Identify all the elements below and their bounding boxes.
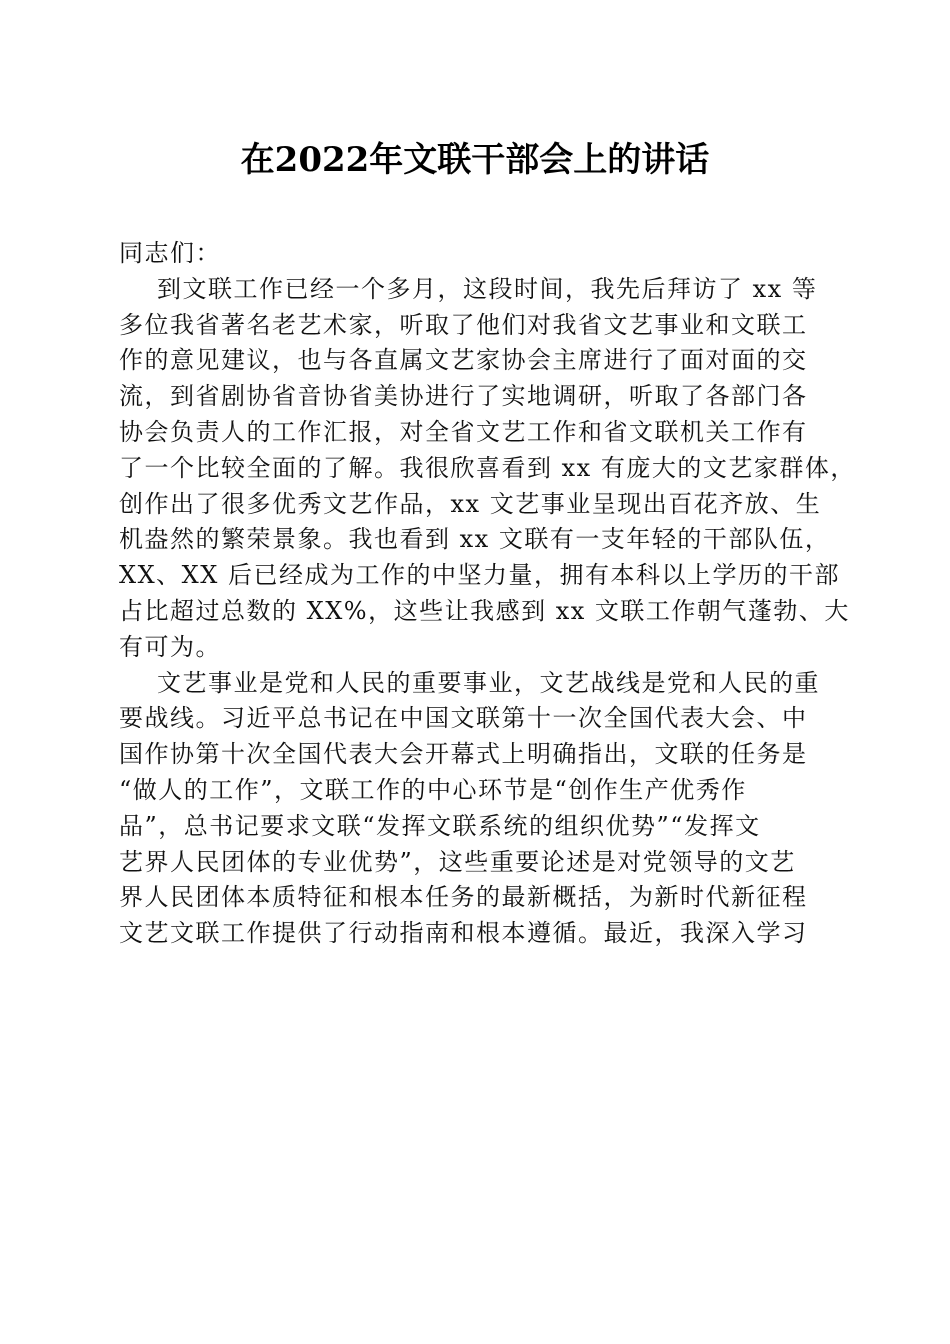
paragraph-line: 文艺文联工作提供了行动指南和根本遵循。最近，我深入学习 bbox=[119, 919, 808, 948]
paragraph-line: 艺界人民团体的专业优势”，这些重要论述是对党领导的文艺 bbox=[119, 847, 796, 876]
paragraph-line: 国作协第十次全国代表大会开幕式上明确指出，文联的任务是 bbox=[119, 740, 808, 769]
paragraph-line: 机盎然的繁荣景象。我也看到 xx 文联有一支年轻的干部队伍， bbox=[119, 525, 831, 554]
paragraph-line: “做人的工作”，文联工作的中心环节是“创作生产优秀作 bbox=[119, 775, 747, 804]
paragraph-line: 到文联工作已经一个多月，这段时间，我先后拜访了 xx 等 bbox=[157, 274, 818, 303]
paragraph-line: 协会负责人的工作汇报，对全省文艺工作和省文联机关工作有 bbox=[119, 417, 808, 446]
paragraph-1 bbox=[119, 272, 856, 666]
paragraph-2 bbox=[119, 666, 831, 952]
paragraph-line: 流，到省剧协省音协省美协进行了实地调研，听取了各部门各 bbox=[119, 382, 808, 411]
salutation: 同志们： bbox=[119, 239, 221, 267]
document-title: 在2022年文联干部会上的讲话 bbox=[240, 140, 710, 180]
paragraph-line: XX、XX 后已经成为工作的中坚力量，拥有本科以上学历的干部 bbox=[119, 561, 840, 590]
paragraph-line: 创作出了很多优秀文艺作品，xx 文艺事业呈现出百花齐放、生 bbox=[119, 489, 822, 518]
paragraph-line: 文艺事业是党和人民的重要事业，文艺战线是党和人民的重 bbox=[157, 668, 820, 697]
paragraph-line: 多位我省著名老艺术家，听取了他们对我省文艺事业和文联工 bbox=[119, 310, 808, 339]
paragraph-line: 要战线。习近平总书记在中国文联第十一次全国代表大会、中 bbox=[119, 704, 808, 733]
paragraph-line: 品”，总书记要求文联“发挥文联系统的组织优势”“发挥文 bbox=[119, 811, 761, 840]
paragraph-line: 界人民团体本质特征和根本任务的最新概括，为新时代新征程 bbox=[119, 883, 808, 912]
paragraph-line: 占比超过总数的 XX%，这些让我感到 xx 文联工作朝气蓬勃、大 bbox=[119, 596, 850, 625]
paragraph-line: 有可为。 bbox=[119, 632, 221, 661]
document-body bbox=[119, 236, 856, 952]
paragraph-line: 了一个比较全面的了解。我很欣喜看到 xx 有庞大的文艺家群体， bbox=[119, 453, 856, 482]
paragraph-line: 作的意见建议，也与各直属文艺家协会主席进行了面对面的交 bbox=[119, 346, 808, 375]
